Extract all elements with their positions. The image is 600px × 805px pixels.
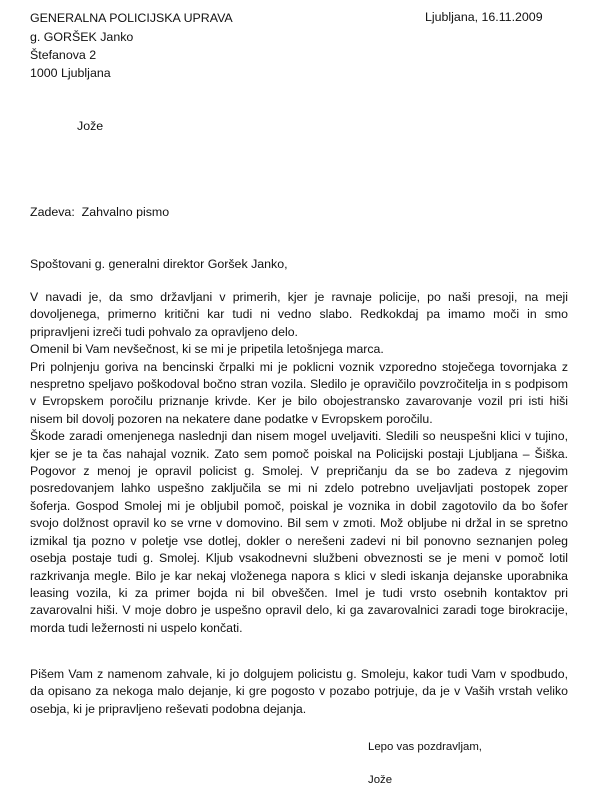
letter-date: Ljubljana, 16.11.2009 xyxy=(425,10,543,24)
closing-paragraph: Pišem Vam z namenom zahvale, ki jo dolgujem policistu g. Smoleju, kakor tudi Vam v spodbudo, da opisano za nekoga malo dejanje, ki gre pogosto v pozabo potrjuje, da je v Vaših vrstah veliko osebja, ki je pripravljeno reševati podobna dejanja. xyxy=(30,667,568,716)
salutation: Spoštovani g. generalni direktor Goršek Janko, xyxy=(30,257,288,271)
sender-name: Jože xyxy=(77,119,104,133)
subject-text: Zahvalno pismo xyxy=(81,205,170,219)
signature-name: Jože xyxy=(368,774,393,786)
body-paragraph-resolution: Škode zaradi omenjenega naslednji dan nisem mogel uveljaviti. Sledili so neuspešni klici v tujino, kjer se je ta čas nahajal voznik. Zato sem pomoč poiskal na Policijski postaji Ljubljana – Šiška. Pogovor z menoj je opravil policist g. Smolej. V prepričanju da se bo zadeva z njegovim posredovanjem lahko uspešno zaključila se mi ni zdelo potrebno uveljavljati postopek zoper šoferja. Gospod Smolej mi je obljubil pomoč, poiskal je voznika in dobil zagotovilo da bo šofer svojo dolžnost opravil ko se vrne v domovino. Bil sem v zmoti. Mož obljube ni držal in se spretno izmikal tja pozno v poletje vse dotlej, dokler o nerešeni zadevi ni bil ponovno seznanjen poleg osebja postaje tudi g. Smolej. Kljub vsakodnevni službeni obveznosti se je meni v pomoč lotil razkrivanja megle. Bilo je kar nekaj vloženega napora s klici v sledi iskanja dejanske uporabnika leasing vozila, ki za primer bojda ni bil obveščen. Imel je tudi vrsto osebnih kontaktov pri zavarovalni hiši. V moje dobro je uspešno opravil delo, ki ga zavarovalnici zaradi toge birokracije, morda tudi ležernosti ni uspelo končati. xyxy=(30,429,568,635)
body-paragraph-incident-intro: Omenil bi Vam nevšečnost, ki se mi je pripetila letošnjega marca. xyxy=(30,342,384,357)
subject-line xyxy=(30,204,169,220)
signature-greeting: Lepo vas pozdravljam, xyxy=(368,741,482,753)
recipient-street: Štefanova 2 xyxy=(30,48,97,62)
body-paragraph-intro: V navadi je, da smo državljani v primerih, kjer je ravnaje policije, po naši presoji, na meji dovoljenega, primerno kritični kar tudi ni vedno slabo. Redkokdaj pa imamo moči in smo pripravljeni izreči tudi pohvalo za opravljeno delo. xyxy=(30,290,568,339)
recipient-city: 1000 Ljubljana xyxy=(30,66,111,80)
subject-label: Zadeva: xyxy=(30,205,75,219)
body-paragraph-incident: Pri polnjenju goriva na bencinski črpalki mi je poklicni voznik vzporedno stoječega tovornjaka z nespretno speljavo poškodoval bočno stran vozila. Sledilo je opravičilo povzročitelja in s podpisom v Evropskem poročilu priznanje krivde. Ker je bilo obojestransko zavarovanje vozil pri isti hiši nisem bil dovolj pozoren na nekatere dane podatke v Evropskem poročilu. xyxy=(30,359,568,426)
letter-body xyxy=(30,289,568,637)
recipient-name: g. GORŠEK Janko xyxy=(30,30,134,44)
recipient-organization: GENERALNA POLICIJSKA UPRAVA xyxy=(30,11,233,25)
